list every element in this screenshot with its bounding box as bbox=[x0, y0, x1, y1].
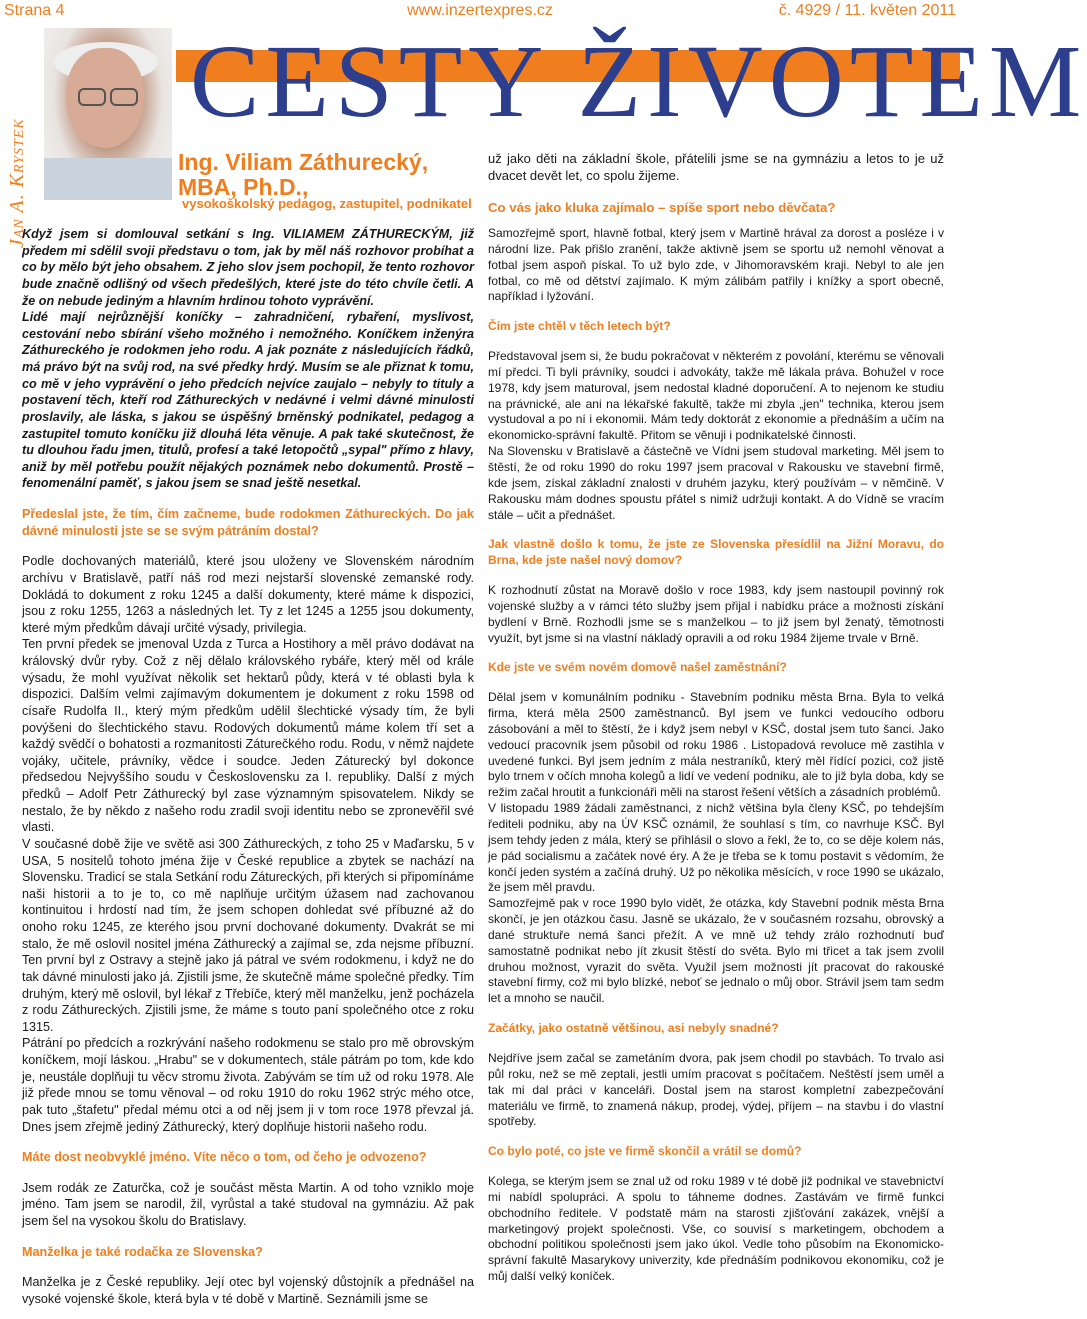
interview-answer: Samozřejmě sport, hlavně fotbal, který jsem v Martině hrával za dorost a posléze i v národní lize. Pak přišlo zranění, takže aktivně jsem se sportu už nemohl věnovat a fotbal jsem aspoň pískal. To už bylo zde, v Jihomoravském kraji. Nebyl to ale jen fotbal, co mě od dětství zajímalo. K mým zálibám patřily i knížky a sport obecně, například i lyžování. bbox=[488, 226, 944, 304]
person-role: vysokoškolský pedagog, zastupitel, podnikatel bbox=[182, 196, 472, 211]
interview-answer: Pátrání po předcích a rozkrývání našeho rodokmenu se stalo pro mě obrovským koníčkem, mojí láskou. „Hrabu" se v dokumentech, stále pátrám po tom, kde kdo je, neustále doplňuji tu věcv stromu života. Zabývám se tím už od roku 1978. Ale již přede mnou se tomu věnoval – od roku 1910 do roku 1962 strýc mého otce, pak tuto „štafetu" předal mému otci a od něj jsem ji v tom roce 1978 převzal já. Dnes jsem zřejmě jediný Záthurecký, který doplňuje historii našeho rodu. bbox=[22, 1036, 474, 1134]
interview-answer: V listopadu 1989 žádali zaměstnanci, z nichž většina byla členy KSČ, po tehdejším řediteli podniku, aby na ÚV KSČ oznámil, že souhlasí s tím, co navrhuje KSČ. Byl jsem tehdy jeden z mála, který se přihlásil o slovo a řekl, že to, co se děje kolem nás, je pád socialismu a začátek nové éry. A že je třeba se k tomu postavit s vědomím, že končí jeden systém a začíná druhý. Už po několika měsících, v roce 1990 se ukázalo, že jsem měl pravdu. bbox=[488, 801, 944, 895]
interview-answer: Nejdříve jsem začal se zametáním dvora, pak jsem chodil po stavbách. To trvalo asi půl roku, než se mě zeptali, jestli umím pracovat s počítačem. Neštěstí jsem uměl a tak mi dal práci v kanceláři. Dostal jsem na starost kompletní zabezpečování materiálu ve firmě, to znamená nákup, prodej, výdej, příjem – na stavbu i do vlastní spotřeby. bbox=[488, 1050, 944, 1129]
interview-answer: Samozřejmě pak v roce 1990 bylo vidět, že otázka, kdy Stavební podnik města Brna skončí, je jen otázkou času. Jasně se ukázalo, že v současném rozsahu, obrovský a dané struktuře nemá šanci přežít. A ve mně už tehdy zrálo rozhodnutí buď samostatně podnikat nebo jít zkusit štěstí do světa. Bylo mi třicet a tak jsem zvolil druhou možnost, vyrazit do světa. Využil jsem možnosti jít pracovat do rakouské stavební firmy, což mi bylo blízké, neboť se jednalo o můj obor. Strávil jsem tam sedm let a mnoho se naučil. bbox=[488, 896, 944, 1006]
interview-question: Jak vlastně došlo k tomu, že jste ze Slovenska přesídlil na Jižní Moravu, do Brna, kde jste našel nový domov? bbox=[488, 537, 944, 568]
lead-p2: Lidé mají nejrůznější koníčky – zahradničení, rybaření, myslivost, cestování nebo sbírání všeho možného i nemožného. Koníčkem inženýra Záthureckého je rodokmen jeho rodu. A jak poznáte z následujících řádků, má právo být na svůj rod, na své předky hrdý. Musím se ale přiznat k tomu, co mě v jeho vyprávění o jeho předcích nejvíce zaujalo – nebyly to tituly a postavení těch, kteří rod Záthureckých v nedávné i velmi dávné minulosti proslavily, ale láska, s jakou se úspěšný brněnský podnikatel, pedagog a zastupitel tomuto koníčku již dlouhá léta věnuje. A pak také skutečnost, že tu dlouhou řadu jmen, titulů, profesí a také letopočtů „sypal" přímo z hlavy, aniž by měl potřebu použít nějakých poznámek nebo dokumentů. Prostě – fenomenální paměť, s jakou jsem se snad ještě nesetkal. bbox=[22, 310, 474, 491]
interview-answer: Na Slovensku v Bratislavě a částečně ve Vídni jsem studoval marketing. Měl jsem to štěstí, že od roku 1990 do roku 1997 jsem pracoval v Rakousku ve stavební firmě, kde jsem, získal základní znalosti v druhém jazyku, který používám – v němčině. V Rakousku mám dodnes spoustu přátel s nimiž udržuji kontakt. A do Vídně se vracím stále – učit a přednášet. bbox=[488, 444, 944, 522]
interview-answer: Podle dochovaných materiálů, které jsou uloženy ve Slovenském národním archívu v Bratislavě, patří náš rod mezi nejstarší slovenské zemanské rody. Dokládá to dokument z roku 1245 a další dokumenty, které máme k dispozici, jsou z roku 1255, 1263 a následných let. Ty z let 1245 a 1255 jsou dokumenty, které mým předkům dávají určité výsady, privilegia. bbox=[22, 554, 474, 635]
interview-answer: Jsem rodák ze Zaturčka, což je součást města Martin. A od toho vzniklo moje jméno. Tam jsem se narodil, žil, vyrůstal a také studoval na gymnáziu. Až pak jsem šel na vysokou školu do Bratislavy. bbox=[22, 1180, 474, 1228]
person-name-line1: Ing. Viliam Záthurecký, bbox=[178, 149, 429, 175]
site-url[interactable]: www.inzertexpres.cz bbox=[407, 2, 553, 19]
portrait-photo bbox=[44, 28, 172, 200]
page-number: Strana 4 bbox=[4, 2, 65, 19]
issue-info: č. 4929 / 11. květen 2011 bbox=[778, 2, 956, 19]
interview-question: Čím jste chtěl v těch letech být? bbox=[488, 319, 671, 334]
person-name-line2: MBA, Ph.D., bbox=[178, 174, 309, 200]
interview-answer: Představoval jsem si, že budu pokračovat v některém z povolání, kterému se věnovali mí předci. Ti byli právníky, soudci i advokáty, takže mě lákala práva. Bohužel v roce 1978, kdy jsem maturoval, jsem nedostal kladné doporučení. A to nejenom ke studiu na právnické, ale ani na lékařské fakultě, takže mi zbyla „jen" technika, kterou jsem vystudoval a po ní i ekonomii. Mám tedy doktorát z ekonomie a přednáším a učím na ekonomicko-správní fakultě. Přitom se věnuji i podnikatelské činnosti. bbox=[488, 349, 944, 443]
article-title: CESTY ŽIVOTEM bbox=[190, 24, 1087, 139]
interview-answer: Manželka je z České republiky. Její otec byl vojenský důstojník a přednášel na vysoké vojenské škole, která byla v té době v Martině. Seznámili jsme se bbox=[22, 1275, 474, 1306]
left-column bbox=[22, 226, 474, 1308]
interview-answer: Dělal jsem v komunálním podniku - Stavebním podniku města Brna. Byla to velká firma, která měla 2500 zaměstnanců. Byl jsem ve funkci vedoucího odboru zásobování a měl to štěstí, že i když jsem nebyl v KSČ, dostal jsem tuto šanci. Jako vedoucí pracovník jsem působil od roku 1986 . Listopadová revoluce mě zastihla v uvedené funkci. Byl jsem jedním z mála nestraníků, který měl řídící pozici, což jistě bylo trnem v očích mnoha kolegů a lidí ve vedení podniku, ale to již byla doba, kdy se režim začal hroutit a funkcionáři měli na starost řešení větších a zásadních problémů. bbox=[488, 690, 944, 800]
interview-question: Předeslal jste, že tím, čím začneme, bude rodokmen Záthureckých. Do jak dávné minulosti jste se se svým pátráním dostal? bbox=[22, 507, 474, 538]
interview-answer: Kolega, se kterým jsem se znal už od roku 1989 v té době již podnikal ve stavebnictví mi nabídl spolupráci. A spolu to táhneme dodnes. Zastávám ve firmě funkci obchodního ředitele. V podstatě mám na starosti zjišťování zakázek, vnější a marketingový projekt společnosti. Vše, co souvisí s marketingem, obchodem a obchodní politikou společnosti jsem jako úkol. Vedle toho působím na Ekonomicko-správní fakultě Masarykovy univerzity, kde přednáším podnikovou ekonomiku, což je můj další velký koníček. bbox=[488, 1174, 944, 1284]
right-column bbox=[488, 226, 944, 1285]
lead-p1: Když jsem si domlouval setkání s Ing. VILIAMEM ZÁTHURECKÝM, již předem mi sdělil svoji představu o tom, jak by měl náš rozhovor probíhat a co by mělo být jeho obsahem. Z jeho slov jsem pochopil, že tento rozhovor bude značně odlišný od všech předešlých, které jste do této chvíle četli. A že on nebude jediným a hlavním hrdinou tohoto vyprávění. bbox=[22, 227, 474, 308]
interview-question: Začátky, jako ostatně většinou, asi nebyly snadné? bbox=[488, 1021, 779, 1036]
page-header bbox=[0, 0, 960, 22]
interview-question: Co bylo poté, co jste ve firmě skončil a vrátil se domů? bbox=[488, 1144, 802, 1159]
interview-question: Kde jste ve svém novém domově našel zaměstnání? bbox=[488, 660, 787, 675]
interview-answer: K rozhodnutí zůstat na Moravě došlo v roce 1983, kdy jsem nastoupil povinný rok vojenské služby a v rámci této služby jsem přijal i nabídku práce a možnosti získání bydlení v Brně. Rozhodli jsme se s manželkou – to již jsem byl ženatý, těmotnosti využít, byt jsme si na vlastní nákladý opravili a od roku 1984 žijeme trvale v Brně. bbox=[488, 583, 944, 645]
author-name: Jan A. Krystek bbox=[6, 118, 28, 248]
right-intro-text: už jako děti na základní škole, přátelili jsme se na gymnáziu a letos to je už dvacet devět let, co spolu žijeme. bbox=[488, 151, 944, 184]
interview-answer: Ten první předek se jmenoval Uzda z Turca a Hostihory a měl právo dodávat na královský dvůr ryby. Což z něj dělalo královského rybáře, který měl od krále výsadu, že mohl využívat několik set hektarů půdy, která v té oblasti byla k dispozici. Dalším velmi zajímavým dokumentem je dokument z roku 1598 od císaře Rudolfa II., který mým předkům udělil šlechtické výsady tím, že byli povýšeni do šlechtického stavu. Rodových dokumentů máme kolem tří set a každý svědčí o bohatosti a rozmanitosti Záturečkého rodu. Rodu, v němž najdete vojáky, učitele, právníky, vědce i soudce. Jeden Záturecký byl dokonce předsedou Nejvyššího soudu v Československu za I. republiky. Další z mých předků – Adolf Petr Záthurecký byl zase významným spisovatelem. Nikdy se nestalo, že by někdo z našeho rodu zradil svoji identitu nebo se zpronevěřil své vlasti. bbox=[22, 637, 474, 835]
person-name bbox=[178, 150, 428, 200]
interview-question: Manželka je také rodačka ze Slovenska? bbox=[22, 1244, 263, 1259]
interview-answer: V současné době žije ve světě asi 300 Záthureckých, z toho 25 v Maďarsku, 5 v USA, 5 nositelů tohoto jména žije v České republice a zbytek se nachází na Slovensku. Tradicí se stala Setkání rodu Zátureckých, při kterých si připomínáme naši historii a to je to, co mě naplňuje určitým úžasem nad zachovanou kontinuitou i hrdostí nad tím, že jsem schopen dohledat své příbuzné až do onoho roku 1245, ze kterého jsou první dochované dokumenty. Dvakrát se mi stalo, že mě oslovil nositel jména Záthurecký a zajímal se, zda nejsme příbuzní. Ten první byl z Ostravy a stejně jako já pátral ve svém rodokmenu, i když ne do tak dávné minulosti jako já. Zjistili jsme, že skutečně máme společné předky. Tím druhým, který mě oslovil, byl lékař z Třebíče, který měl manželku, jenž pocházela z rodu Záthureckých. Zjistili jsme, že máme s touto paní společného otce z roku 1315. bbox=[22, 836, 474, 1034]
interview-question: Máte dost neobvyklé jméno. Víte něco o tom, od čeho je odvozeno? bbox=[22, 1150, 427, 1165]
lead-paragraph bbox=[22, 226, 474, 492]
right-intro bbox=[488, 150, 944, 216]
right-intro-question: Co vás jako kluka zajímalo – spíše sport nebo děvčata? bbox=[488, 200, 836, 216]
author-byline bbox=[6, 48, 46, 248]
